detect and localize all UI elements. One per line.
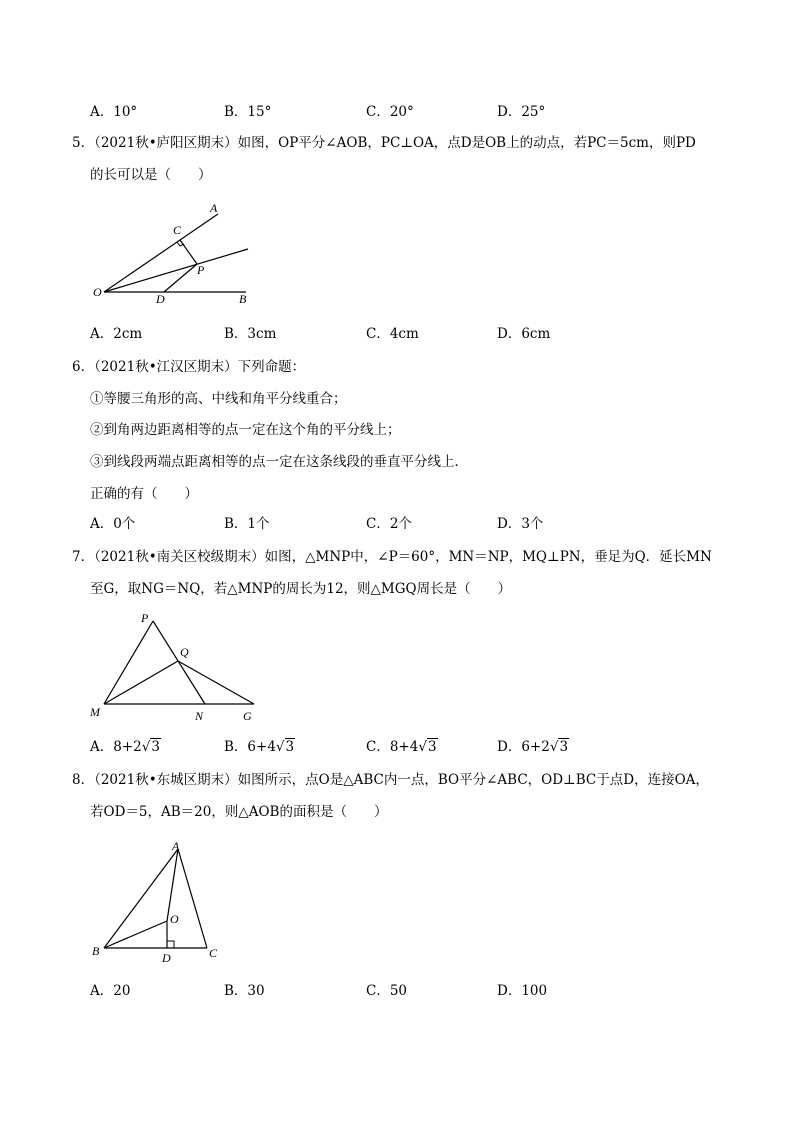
q8-stem-line2: 若OD＝5，AB＝20，则△AOB的面积是（ ）: [90, 804, 388, 820]
q5-option-c: C．4cm: [366, 326, 419, 342]
q4-option-b: B．15°: [224, 104, 272, 120]
q7-label-p: P: [141, 611, 149, 625]
q6-item-2: ②到角两边距离相等的点一定在这个角的平分线上；: [90, 422, 401, 438]
q5-option-b: B．3cm: [224, 326, 277, 342]
q7-label-m: M: [90, 705, 100, 719]
q5-option-a: A．2cm: [90, 326, 143, 342]
q6-question: 正确的有（ ）: [90, 486, 198, 502]
q6-item-3: ③到线段两端点距离相等的点一定在这条线段的垂直平分线上．: [90, 454, 468, 470]
q4-option-c: C．20°: [366, 104, 414, 120]
q7-stem-line1: 7．（2021秋•南关区校级期末）如图，△MNP中，∠P＝60°，MN＝NP，MQ⊥PN，垂足为Q．延长MN: [72, 549, 712, 565]
q8-option-a: A．20: [90, 983, 131, 999]
radical-sign-icon: √: [275, 739, 285, 755]
q6-option-d: D．3个: [497, 516, 544, 532]
q8-label-c: C: [209, 946, 218, 960]
radical-sign-icon: √: [549, 739, 559, 755]
q7-option-a-prefix: A．8+2: [90, 739, 142, 755]
q7-option-c-radicand: 3: [427, 739, 437, 755]
q4-option-a: A．10°: [90, 104, 138, 120]
q6-option-a: A．0个: [90, 516, 136, 532]
q8-label-a: A: [172, 839, 180, 853]
q7-option-b-radicand: 3: [285, 739, 295, 755]
q7-option-c-prefix: C．8+4: [366, 739, 419, 755]
q6-option-b: B．1个: [224, 516, 270, 532]
q8-stem-line1: 8．（2021秋•东城区期末）如图所示，点O是△ABC内一点，BO平分∠ABC，OD⊥BC于点D，连接OA，: [72, 772, 709, 788]
q6-stem: 6．（2021秋•江汉区期末）下列命题：: [72, 359, 306, 375]
q5-label-p: P: [197, 263, 205, 277]
q5-option-d: D．6cm: [497, 326, 551, 342]
q8-option-d: D．100: [497, 983, 548, 999]
radical-sign-icon: √: [141, 739, 151, 755]
q6-item-1: ①等腰三角形的高、中线和角平分线重合；: [90, 391, 347, 407]
q7-label-n: N: [195, 709, 204, 723]
q5-stem-line2: 的长可以是（ ）: [90, 167, 212, 183]
q7-option-d-prefix: D．6+2: [497, 739, 550, 755]
q8-option-b: B．30: [224, 983, 265, 999]
q7-stem-line2: 至G，取NG＝NQ，若△MNP的周长为12，则△MGQ周长是（ ）: [90, 581, 512, 597]
q5-label-c: C: [173, 223, 182, 237]
q7-option-b-prefix: B．6+4: [224, 739, 276, 755]
q7-label-q: Q: [180, 645, 189, 659]
q8-label-o: O: [170, 912, 179, 926]
q5-label-b: B: [239, 292, 247, 306]
q5-stem-line1: 5．（2021秋•庐阳区期末）如图，OP平分∠AOB，PC⊥OA，点D是OB上的动点，若PC＝5cm，则PD: [72, 135, 696, 151]
q7-label-g: G: [243, 709, 252, 723]
q7-option-d-radicand: 3: [559, 739, 569, 755]
q5-label-a: A: [210, 201, 218, 215]
q4-option-d: D．25°: [497, 104, 546, 120]
q5-label-d: D: [156, 292, 165, 306]
q8-label-b: B: [92, 944, 100, 958]
q8-label-d: D: [162, 951, 171, 965]
q6-option-c: C．2个: [366, 516, 412, 532]
radical-sign-icon: √: [418, 739, 427, 755]
q8-option-c: C．50: [366, 983, 408, 999]
q7-option-a-radicand: 3: [151, 739, 160, 755]
q5-label-o: O: [93, 285, 102, 299]
